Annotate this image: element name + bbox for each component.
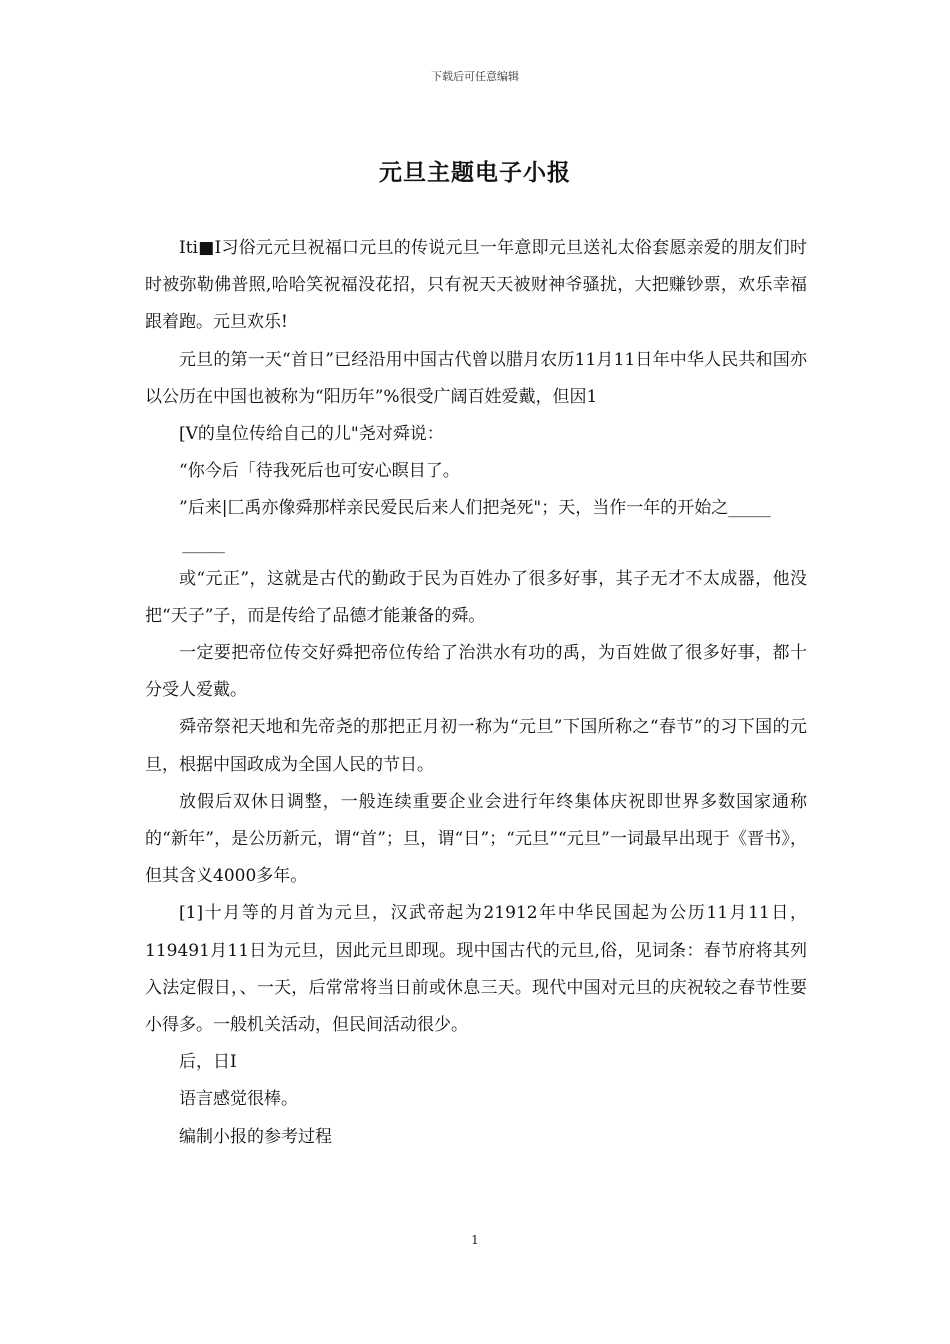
paragraph-underline: _____ (182, 533, 225, 554)
paragraph: 或“元正”，这就是古代的勤政于民为百姓办了很多好事，其子无才不太成器，他没把“天子”子，而是传给了品德才能兼备的舜。 (145, 568, 807, 626)
page-title: 元旦主题电子小报 (379, 159, 571, 186)
paragraph: Iti■I习俗元元旦祝福口元旦的传说元旦一年意即元旦送礼太俗套愿亲爱的朋友们时时被弥勒佛普照,哈哈笑祝福没花招，只有祝天天被财神爷骚扰，大把赚钞票，欢乐幸福跟着跑。元旦欢乐! (145, 238, 807, 333)
paragraph: 后，日I (179, 1052, 237, 1073)
paragraph: 一定要把帝位传交好舜把帝位传给了治洪水有功的禹，为百姓做了很多好事，都十分受人爱戴。 (145, 643, 807, 701)
paragraph: 元旦的第一天“首日”已经沿用中国古代曾以腊月农历11月11日年中华人民共和国亦以公历在中国也被称为“阳历年”%很受广阔百姓爱戴，但因1 (145, 349, 807, 407)
paragraph: [1]十月等的月首为元旦，汉武帝起为21912年中华民国起为公历11月11日，119491月11日为元旦，因此元旦即现。现中国古代的元旦,俗，见词条：春节府将其列入法定假日，、一天，后常常将当日前或休息三天。现代中国对元旦的庆祝较之春节性要小得多。一般机关活动，但民间活动很少。 (145, 903, 807, 1036)
paragraph: 舜帝祭祀天地和先帝尧的那把正月初一称为“元旦”下国所称之“春节”的习下国的元旦，根据中国政成为全国人民的节日。 (145, 717, 807, 775)
header-note: 下载后可任意编辑 (431, 70, 519, 83)
paragraph: 语言感觉很棒。 (179, 1089, 298, 1110)
document-body (145, 230, 807, 1156)
page-number: 1 (471, 1233, 479, 1247)
paragraph: 放假后双休日调整，一般连续重要企业会进行年终集体庆祝即世界多数国家通称的“新年”，是公历新元，谓“首”；旦，谓“日”；“元旦”“元旦”一词最早出现于《晋书》，但其含义4000多年。 (145, 791, 807, 887)
paragraph: “你今后「待我死后也可安心瞑目了。 (179, 461, 460, 482)
paragraph: [V的皇位传给自己的儿"尧对舜说： (179, 424, 444, 445)
paragraph: 编制小报的参考过程 (179, 1126, 332, 1147)
paragraph: ”后来|匚禹亦像舜那样亲民爱民后来人们把尧死"；天，当作一年的开始之_____ (179, 498, 771, 519)
